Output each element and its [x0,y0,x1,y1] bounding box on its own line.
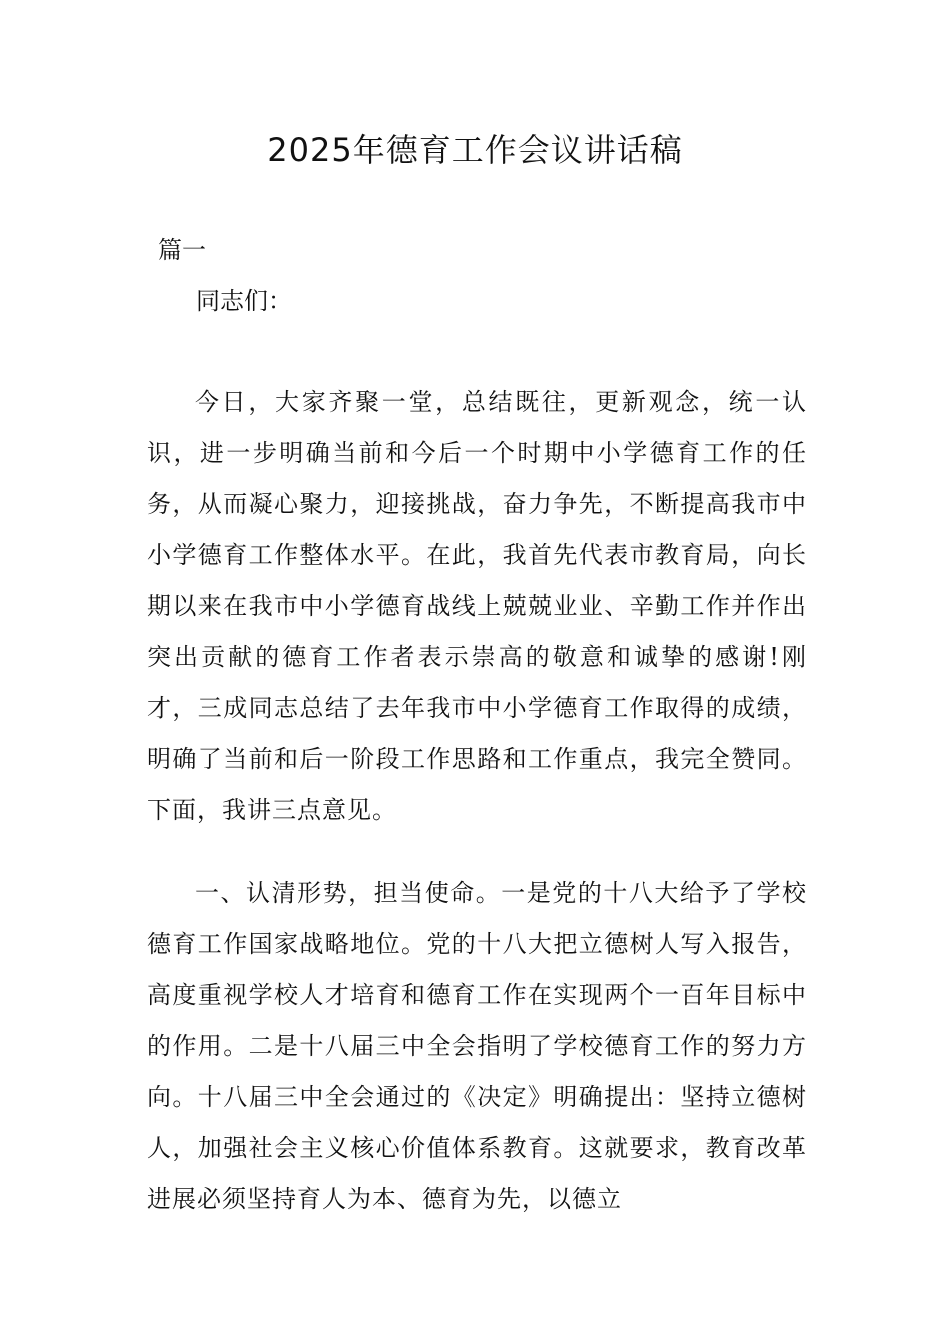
body-paragraph: 一、认清形势，担当使命。一是党的十八大给予了学校德育工作国家战略地位。党的十八大把立德树人写入报告，高度重视学校人才培育和德育工作在实现两个一百年目标中的作用。二是十八届三中全会指明了学校德育工作的努力方向。十八届三中全会通过的《决定》明确提出：坚持立德树人，加强社会主义核心价值体系教育。这就要求，教育改革进展必须坚持育人为本、德育为先，以德立 [147,879,807,1213]
body-paragraph: 今日，大家齐聚一堂，总结既往，更新观念，统一认识，进一步明确当前和今后一个时期中小学德育工作的任务，从而凝心聚力，迎接挑战，奋力争先，不断提高我市中小学德育工作整体水平。在此，我首先代表市教育局，向长期以来在我市中小学德育战线上兢兢业业、辛勤工作并作出突出贡献的德育工作者表示崇高的敬意和诚挚的感谢!刚才，三成同志总结了去年我市中小学德育工作取得的成绩，明确了当前和后一阶段工作思路和工作重点，我完全赞同。下面，我讲三点意见。 [147,388,807,824]
salutation: 同志们： [196,287,292,315]
section-label: 篇一 [158,236,206,264]
document-title: 2025年德育工作会议讲话稿 [267,131,683,169]
